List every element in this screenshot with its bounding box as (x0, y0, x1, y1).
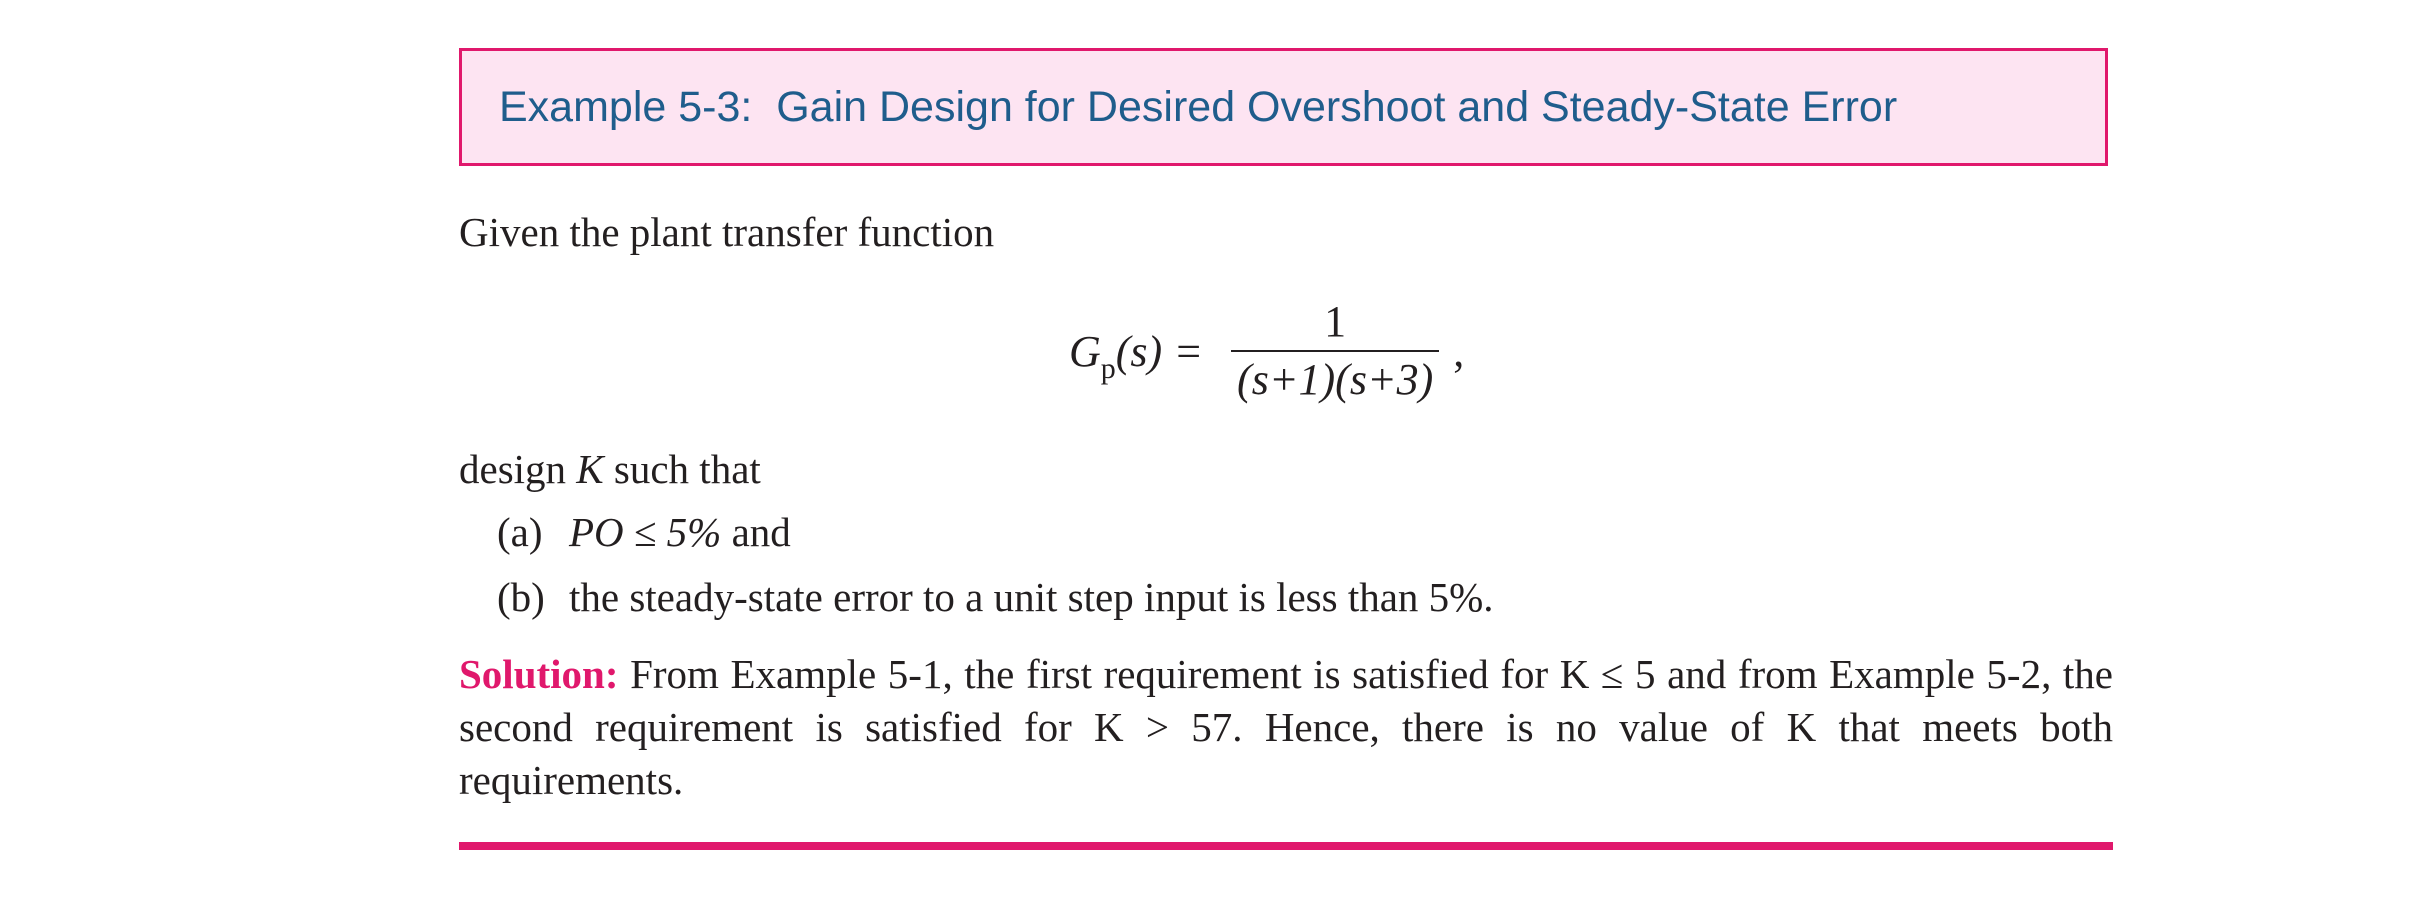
requirement-label: (b) (497, 574, 545, 620)
solution-text: From Example 5-1, the first requirement is satisfied for K ≤ 5 and from Example 5-2, the second requirement is satisfied for K > 57. Hence, there is no value of K that meets both requirements. (459, 651, 2113, 803)
equation-argument: (s) (1115, 326, 1163, 376)
design-variable: K (576, 446, 604, 492)
requirement-text: and (721, 509, 791, 555)
equation-denominator: (s+1)(s+3) (1237, 355, 1434, 404)
equation-symbol: G (1069, 326, 1101, 376)
example-panel (459, 48, 2113, 803)
requirement-text: the steady-state error to a unit step input is less than 5%. (569, 574, 1494, 620)
example-title-box (459, 48, 2108, 166)
solution-paragraph (459, 648, 2113, 807)
requirement-b (497, 571, 1494, 624)
design-suffix: such that (603, 446, 761, 492)
equation-lhs (1069, 326, 1163, 385)
requirement-label: (a) (497, 509, 543, 555)
equation-subscript: p (1100, 351, 1116, 385)
design-statement (459, 443, 761, 496)
equation-trailing-comma: , (1453, 326, 1465, 376)
requirement-a (497, 506, 791, 559)
section-divider (459, 842, 2113, 850)
equals-sign: = (1176, 326, 1202, 376)
equation-numerator: 1 (1324, 297, 1347, 346)
transfer-function-equation (1069, 298, 1464, 404)
design-prefix: design (459, 446, 577, 492)
requirement-math: PO ≤ 5% (569, 509, 722, 555)
example-title: Example 5-3: Gain Design for Desired Overshoot and Steady-State Error (499, 82, 1898, 131)
equation-fraction (1231, 298, 1439, 404)
intro-text: Given the plant transfer function (459, 209, 995, 255)
solution-label: Solution: (459, 651, 619, 697)
